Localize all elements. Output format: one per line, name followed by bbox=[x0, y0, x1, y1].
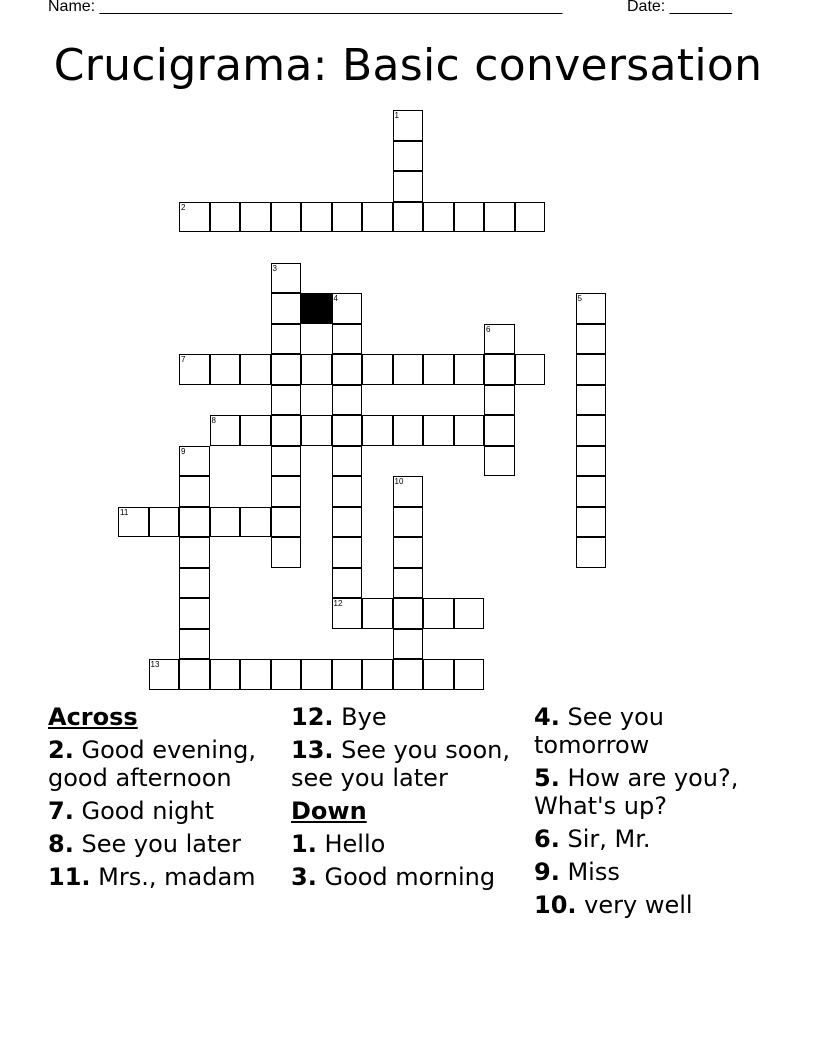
across-clue bbox=[48, 797, 280, 825]
grid-cell[interactable] bbox=[484, 446, 515, 477]
grid-cell[interactable] bbox=[484, 385, 515, 416]
date-field-label: Date: _______ bbox=[627, 0, 732, 15]
grid-cell[interactable] bbox=[301, 354, 332, 385]
grid-cell[interactable] bbox=[179, 476, 210, 507]
across-clue bbox=[291, 736, 523, 792]
grid-cell[interactable] bbox=[240, 507, 271, 538]
grid-cell[interactable] bbox=[454, 202, 485, 233]
grid-cell[interactable] bbox=[179, 629, 210, 660]
grid-cell[interactable] bbox=[210, 507, 241, 538]
grid-cell[interactable] bbox=[271, 263, 302, 294]
grid-cell[interactable] bbox=[423, 598, 454, 629]
grid-cell[interactable] bbox=[271, 385, 302, 416]
clue-number: 8. bbox=[48, 830, 74, 858]
clue-number: 10. bbox=[534, 891, 577, 919]
grid-cell[interactable] bbox=[484, 202, 515, 233]
grid-cell[interactable] bbox=[332, 598, 363, 629]
grid-cell[interactable] bbox=[179, 537, 210, 568]
down-clue bbox=[291, 863, 523, 891]
grid-cell[interactable] bbox=[393, 202, 424, 233]
grid-cell[interactable] bbox=[179, 446, 210, 477]
clue-text: very well bbox=[584, 891, 693, 919]
clue-text: Miss bbox=[567, 858, 620, 886]
clue-text: Good morning bbox=[324, 863, 496, 891]
grid-cell[interactable] bbox=[484, 354, 515, 385]
grid-cell[interactable] bbox=[332, 385, 363, 416]
grid-cell[interactable] bbox=[362, 415, 393, 446]
cell-number: 13 bbox=[150, 660, 160, 669]
grid-cell[interactable] bbox=[210, 202, 241, 233]
grid-cell[interactable] bbox=[179, 598, 210, 629]
grid-cell[interactable] bbox=[332, 659, 363, 690]
grid-cell[interactable] bbox=[271, 446, 302, 477]
clue-number: 1. bbox=[291, 830, 317, 858]
grid-cell[interactable] bbox=[576, 324, 607, 355]
cell-number: 12 bbox=[333, 599, 343, 608]
grid-cell[interactable] bbox=[515, 202, 546, 233]
clues-column-1 bbox=[48, 703, 280, 896]
grid-cell[interactable] bbox=[423, 354, 454, 385]
clue-number: 13. bbox=[291, 736, 334, 764]
clue-text: How are you?, What's up? bbox=[534, 764, 739, 820]
name-field-label: Name: ____________________________________________________ bbox=[48, 0, 563, 15]
grid-cell[interactable] bbox=[576, 293, 607, 324]
grid-cell[interactable] bbox=[240, 202, 271, 233]
clue-number: 4. bbox=[534, 703, 560, 731]
grid-cell[interactable] bbox=[393, 110, 424, 141]
clue-number: 3. bbox=[291, 863, 317, 891]
grid-cell[interactable] bbox=[271, 507, 302, 538]
grid-cell[interactable] bbox=[423, 202, 454, 233]
grid-cell[interactable] bbox=[179, 659, 210, 690]
grid-cell[interactable] bbox=[301, 202, 332, 233]
grid-cell[interactable] bbox=[332, 507, 363, 538]
cell-number: 1 bbox=[394, 111, 399, 120]
clue-text: Good evening, good afternoon bbox=[48, 736, 256, 792]
grid-cell[interactable] bbox=[271, 659, 302, 690]
grid-cell[interactable] bbox=[301, 415, 332, 446]
grid-cell[interactable] bbox=[210, 415, 241, 446]
down-clue bbox=[291, 830, 523, 858]
grid-cell[interactable] bbox=[454, 659, 485, 690]
clue-text: See you soon, see you later bbox=[291, 736, 510, 792]
grid-cell[interactable] bbox=[332, 293, 363, 324]
cell-number: 4 bbox=[333, 294, 338, 303]
grid-cell[interactable] bbox=[332, 537, 363, 568]
grid-cell[interactable] bbox=[393, 354, 424, 385]
down-clue bbox=[534, 891, 766, 919]
grid-cell[interactable] bbox=[271, 476, 302, 507]
grid-cell[interactable] bbox=[362, 202, 393, 233]
grid-cell[interactable] bbox=[576, 507, 607, 538]
grid-cell[interactable] bbox=[576, 385, 607, 416]
across-heading: Across bbox=[48, 703, 138, 731]
grid-cell[interactable] bbox=[271, 324, 302, 355]
clue-number: 12. bbox=[291, 703, 334, 731]
cell-number: 3 bbox=[272, 263, 277, 273]
grid-cell[interactable] bbox=[240, 659, 271, 690]
grid-cell[interactable] bbox=[393, 568, 424, 599]
grid-cell[interactable] bbox=[484, 324, 515, 355]
clues-column-2 bbox=[291, 703, 523, 896]
grid-cell[interactable] bbox=[179, 354, 210, 385]
grid-cell[interactable] bbox=[362, 354, 393, 385]
grid-cell[interactable] bbox=[332, 324, 363, 355]
grid-cell[interactable] bbox=[149, 659, 180, 690]
grid-cell[interactable] bbox=[393, 598, 424, 629]
across-clue bbox=[48, 863, 280, 891]
grid-cell[interactable] bbox=[240, 415, 271, 446]
grid-cell[interactable] bbox=[454, 598, 485, 629]
grid-cell[interactable] bbox=[393, 629, 424, 660]
grid-cell[interactable] bbox=[362, 598, 393, 629]
grid-cell[interactable] bbox=[454, 415, 485, 446]
across-clue bbox=[48, 830, 280, 858]
clue-text: Bye bbox=[341, 703, 387, 731]
clue-number: 11. bbox=[48, 863, 91, 891]
grid-cell[interactable] bbox=[332, 202, 363, 233]
grid-cell[interactable] bbox=[271, 354, 302, 385]
grid-cell[interactable] bbox=[576, 537, 607, 568]
grid-cell[interactable] bbox=[179, 202, 210, 233]
clue-text: Hello bbox=[324, 830, 386, 858]
grid-cell[interactable] bbox=[576, 476, 607, 507]
clue-text: See you later bbox=[81, 830, 242, 858]
grid-cell[interactable] bbox=[179, 568, 210, 599]
clue-number: 6. bbox=[534, 825, 560, 853]
cell-number: 2 bbox=[181, 202, 186, 212]
grid-cell[interactable] bbox=[210, 659, 241, 690]
clue-number: 2. bbox=[48, 736, 74, 764]
grid-cell[interactable] bbox=[332, 568, 363, 599]
grid-cell[interactable] bbox=[271, 202, 302, 233]
grid-cell[interactable] bbox=[484, 415, 515, 446]
grid-cell[interactable] bbox=[576, 446, 607, 477]
down-clue bbox=[534, 764, 766, 820]
grid-cell[interactable] bbox=[271, 293, 302, 324]
cell-number: 10 bbox=[394, 477, 404, 486]
down-clue bbox=[534, 825, 766, 853]
clue-number: 9. bbox=[534, 858, 560, 886]
grid-cell[interactable] bbox=[332, 354, 363, 385]
clue-number: 5. bbox=[534, 764, 560, 792]
clue-text: See you tomorrow bbox=[534, 703, 664, 759]
grid-cell[interactable] bbox=[240, 354, 271, 385]
clue-text: Mrs., madam bbox=[98, 863, 256, 891]
grid-cell[interactable] bbox=[393, 141, 424, 172]
grid-cell[interactable] bbox=[393, 476, 424, 507]
grid-cell[interactable] bbox=[210, 354, 241, 385]
grid-cell[interactable] bbox=[423, 659, 454, 690]
grid-cell[interactable] bbox=[423, 415, 454, 446]
grid-cell[interactable] bbox=[576, 354, 607, 385]
grid-cell[interactable] bbox=[393, 659, 424, 690]
cell-number: 6 bbox=[486, 324, 491, 334]
clue-text: Good night bbox=[81, 797, 215, 825]
across-clue bbox=[48, 736, 280, 792]
down-clue bbox=[534, 858, 766, 886]
clue-text: Sir, Mr. bbox=[567, 825, 651, 853]
clue-number: 7. bbox=[48, 797, 74, 825]
cell-number: 7 bbox=[181, 355, 186, 364]
clues-column-3 bbox=[534, 703, 766, 924]
grid-cell[interactable] bbox=[301, 659, 332, 690]
grid-cell[interactable] bbox=[576, 415, 607, 446]
grid-cell[interactable] bbox=[118, 507, 149, 538]
grid-cell[interactable] bbox=[362, 659, 393, 690]
across-clue bbox=[291, 703, 523, 731]
grid-cell[interactable] bbox=[393, 537, 424, 568]
cell-number: 8 bbox=[211, 416, 216, 425]
cell-number: 11 bbox=[120, 507, 129, 517]
black-cell bbox=[301, 293, 332, 324]
grid-cell[interactable] bbox=[393, 507, 424, 538]
grid-cell[interactable] bbox=[393, 415, 424, 446]
grid-cell[interactable] bbox=[332, 446, 363, 477]
down-heading: Down bbox=[291, 797, 367, 825]
grid-cell[interactable] bbox=[393, 171, 424, 202]
grid-cell[interactable] bbox=[515, 354, 546, 385]
grid-cell[interactable] bbox=[149, 507, 180, 538]
grid-cell[interactable] bbox=[179, 507, 210, 538]
page-title: Crucigrama: Basic conversation bbox=[53, 40, 763, 91]
grid-cell[interactable] bbox=[271, 537, 302, 568]
cell-number: 9 bbox=[181, 446, 186, 456]
grid-cell[interactable] bbox=[454, 354, 485, 385]
cell-number: 5 bbox=[577, 294, 582, 303]
down-clue bbox=[534, 703, 766, 759]
grid-cell[interactable] bbox=[332, 476, 363, 507]
grid-cell[interactable] bbox=[332, 415, 363, 446]
grid-cell[interactable] bbox=[271, 415, 302, 446]
